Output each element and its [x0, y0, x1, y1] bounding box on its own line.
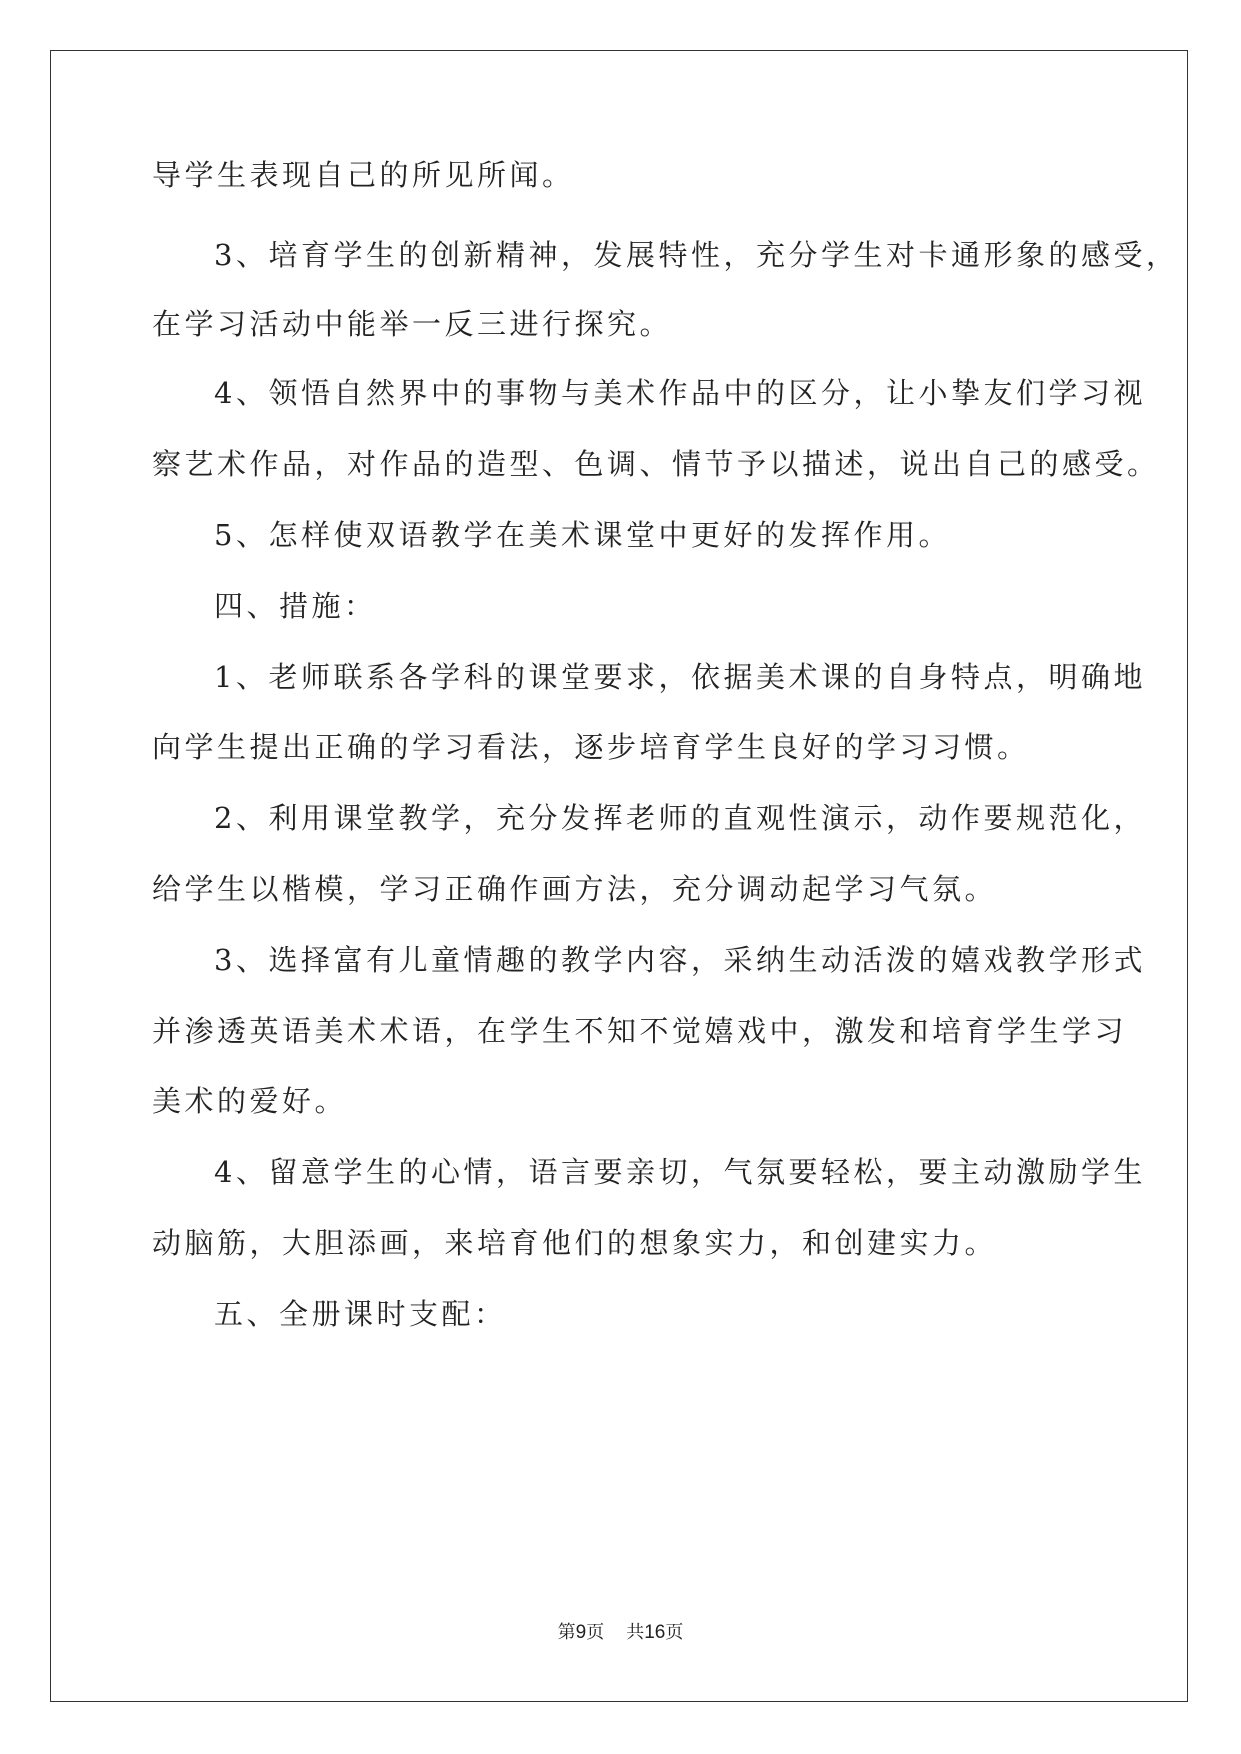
- page-number: 9: [575, 1622, 587, 1643]
- total-pages: 16: [644, 1622, 666, 1643]
- text-line: 向学生提出正确的学习看法，逐步培育学生良好的学习习惯。: [152, 730, 1030, 764]
- text-line: 并渗透英语美术术语，在学生不知不觉嬉戏中，激发和培育学生学习: [152, 1014, 1128, 1048]
- page-footer: [0, 1621, 1241, 1645]
- text-line: 4、留意学生的心情，语言要亲切，气氛要轻松，要主动激励学生: [214, 1155, 1146, 1189]
- page-prefix: 第: [557, 1622, 576, 1643]
- text-line: 1、老师联系各学科的课堂要求，依据美术课的自身特点，明确地: [214, 660, 1146, 694]
- text-line: 2、利用课堂教学，充分发挥老师的直观性演示，动作要规范化，: [214, 801, 1146, 835]
- text-line: 3、培育学生的创新精神，发展特性，充分学生对卡通形象的感受，: [214, 238, 1179, 272]
- text-line: 5、怎样使双语教学在美术课堂中更好的发挥作用。: [214, 518, 951, 552]
- text-line: 美术的爱好。: [152, 1084, 348, 1118]
- total-prefix: 共: [626, 1622, 645, 1643]
- text-line: 导学生表现自己的所见所闻。: [152, 158, 575, 192]
- text-line: 察艺术作品，对作品的造型、色调、情节予以描述，说出自己的感受。: [152, 447, 1160, 481]
- section-heading: 五、全册课时支配：: [214, 1297, 507, 1331]
- text-line: 3、选择富有儿童情趣的教学内容，采纳生动活泼的嬉戏教学形式: [214, 943, 1146, 977]
- section-heading: 四、措施：: [214, 589, 377, 623]
- text-line: 4、领悟自然界中的事物与美术作品中的区分，让小挚友们学习视: [214, 376, 1146, 410]
- text-line: 动脑筋，大胆添画，来培育他们的想象实力，和创建实力。: [152, 1226, 998, 1260]
- text-line: 给学生以楷模，学习正确作画方法，充分调动起学习气氛。: [152, 872, 998, 906]
- page-suffix: 页: [586, 1622, 605, 1643]
- total-suffix: 页: [665, 1622, 684, 1643]
- text-line: 在学习活动中能举一反三进行探究。: [152, 307, 673, 341]
